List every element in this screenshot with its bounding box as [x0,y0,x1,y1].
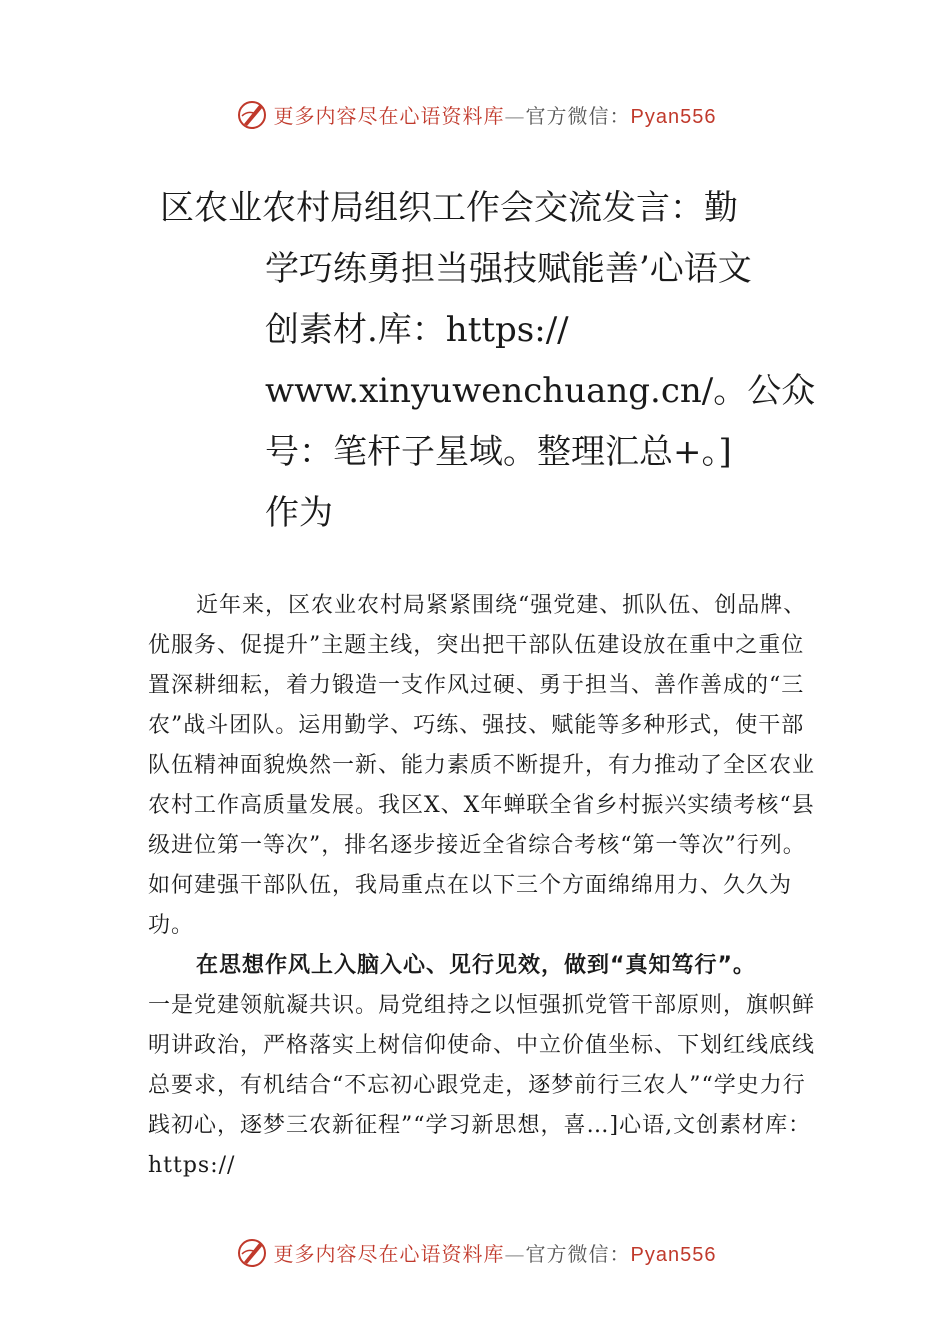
document-title [160,178,816,544]
banner-text [274,1238,717,1267]
banner-wechat-label: 官方微信： [525,1241,631,1266]
title-line-5: 号：笔杆子星域。整理汇总+。] [265,432,732,472]
document-body [148,586,820,1186]
banner-wechat-label: 官方微信： [525,103,631,128]
body-paragraph-1: 近年来，区农业农村局紧紧围绕“强党建、抓队伍、创品牌、优服务、促提升”主题主线，突出把干部队伍建设放在重中之重位置深耕细耘，着力锻造一支作风过硬、勇于担当、善作善成的“三农”战斗团队。运用勤学、巧练、强技、赋能等多种形式，使干部队伍精神面貌焕然一新、能力素质不断提升，有力推动了全区农业农村工作高质量发展。我区X、X年蝉联全省乡村振兴实绩考核“县级进位第一等次”，排名逐步接近全省综合考核“第一等次”行列。如何建强干部队伍，我局重点在以下三个方面绵绵用力、久久为功。 [148,593,816,938]
banner-dash: — [504,1241,526,1266]
banner-lead: 更多内容尽在心语资料库 [273,103,505,128]
banner-wechat-id: Pyan556 [630,1243,717,1266]
banner-text [274,100,717,129]
banner-wechat-id: Pyan556 [630,105,717,128]
section-heading-1: 在思想作风上入脑入心、见行见效，做到“真知笃行”。 [196,953,756,978]
footer-banner [0,1230,950,1274]
body-paragraph-2: 一是党建领航凝共识。局党组持之以恒强抓党管干部原则，旗帜鲜明讲政治，严格落实上树信仰使命、中立价值坐标、下划红线底线总要求，有机结合“不忘初心跟党走，逐梦前行三农人”“学史力行践初心，逐梦三农新征程”“学习新思想，喜…]心语,文创素材库：https:// [148,993,816,1178]
title-line-6: 作为 [265,493,333,533]
title-line-4: www.xinyuwenchuang.cn/。公众 [265,371,816,411]
title-line-3: 创素材.库：https:// [265,310,569,350]
header-banner [0,92,950,136]
pen-logo-icon [234,1234,270,1270]
banner-lead: 更多内容尽在心语资料库 [273,1241,505,1266]
title-line-2: 学巧练勇担当强技赋能善’心语文 [265,249,752,289]
title-line-1: 区农业农村局组织工作会交流发言：勤 [160,188,738,228]
pen-logo-icon [234,96,270,132]
banner-dash: — [504,103,526,128]
